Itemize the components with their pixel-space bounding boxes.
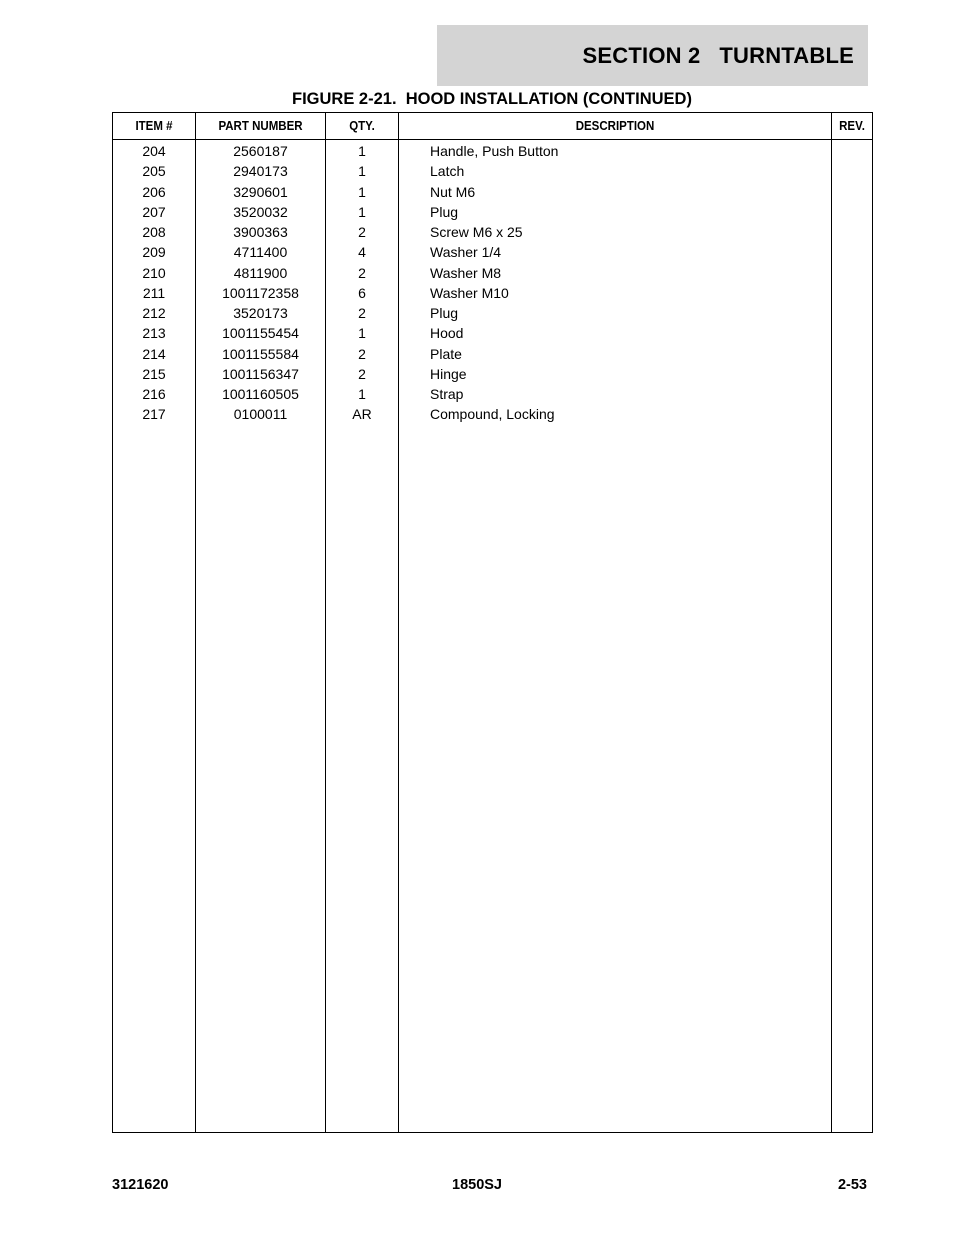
table-row <box>113 384 872 404</box>
description-cell: Nut M6 <box>430 183 476 200</box>
description-cell: Washer 1/4 <box>430 244 502 261</box>
item-cell: 206 <box>142 183 166 200</box>
table-row <box>113 364 872 384</box>
header-divider <box>113 139 872 140</box>
header-rev: REV. <box>839 119 865 133</box>
item-cell: 216 <box>142 386 166 402</box>
qty-cell: 1 <box>358 163 366 180</box>
item-cell: 214 <box>142 345 166 362</box>
qty-cell: 1 <box>358 386 366 402</box>
part-number-cell: 1001156347 <box>222 365 299 382</box>
description-cell: Plug <box>430 203 459 220</box>
part-number-cell: 2560187 <box>233 143 288 159</box>
description-cell: Washer M8 <box>430 264 502 281</box>
part-number-cell: 1001172358 <box>222 284 299 301</box>
table-body <box>113 141 872 425</box>
item-cell: 208 <box>142 224 166 240</box>
item-cell: 215 <box>142 365 166 382</box>
part-number-cell: 4811900 <box>233 264 288 281</box>
description-cell: Plate <box>430 345 462 362</box>
part-number-cell: 4711400 <box>233 244 288 261</box>
item-cell: 212 <box>142 305 166 321</box>
qty-cell: AR <box>352 406 372 423</box>
part-number-cell: 2940173 <box>233 163 288 180</box>
item-cell: 211 <box>142 284 166 301</box>
table-row <box>113 141 872 161</box>
description-cell: Handle, Push Button <box>430 143 559 159</box>
qty-cell: 4 <box>358 244 366 261</box>
table-row <box>113 263 872 283</box>
part-number-cell: 3900363 <box>233 224 288 240</box>
description-cell: Latch <box>430 163 465 180</box>
item-cell: 210 <box>142 264 166 281</box>
section-title: SECTION 2 TURNTABLE <box>582 42 854 68</box>
item-cell: 207 <box>142 203 166 220</box>
qty-cell: 1 <box>358 183 366 200</box>
description-cell: Compound, Locking <box>430 406 555 423</box>
table-row <box>113 222 872 242</box>
parts-table <box>112 112 873 1133</box>
qty-cell: 2 <box>358 224 366 240</box>
description-cell: Hood <box>430 325 464 342</box>
description-cell: Strap <box>430 386 464 402</box>
table-row <box>113 303 872 323</box>
description-cell: Plug <box>430 305 459 321</box>
table-row <box>113 182 872 202</box>
qty-cell: 1 <box>358 143 366 159</box>
qty-cell: 2 <box>358 345 366 362</box>
description-cell: Screw M6 x 25 <box>430 224 523 240</box>
item-cell: 205 <box>142 163 166 180</box>
part-number-cell: 3290601 <box>233 183 288 200</box>
header-description: DESCRIPTION <box>575 119 655 133</box>
table-row <box>113 344 872 364</box>
header-qty: QTY. <box>349 119 375 133</box>
qty-cell: 1 <box>358 203 366 220</box>
table-row <box>113 323 872 343</box>
part-number-cell: 1001160505 <box>222 386 299 402</box>
qty-cell: 2 <box>358 264 366 281</box>
header-part-number: PART NUMBER <box>218 119 303 133</box>
table-row <box>113 404 872 424</box>
description-cell: Hinge <box>430 365 467 382</box>
part-number-cell: 3520032 <box>233 203 288 220</box>
part-number-cell: 1001155584 <box>222 345 299 362</box>
item-cell: 217 <box>142 406 166 423</box>
table-row <box>113 202 872 222</box>
footer-doc-number: 3121620 <box>112 1177 169 1193</box>
footer-model: 1850SJ <box>452 1177 502 1193</box>
item-cell: 204 <box>142 143 166 159</box>
table-row <box>113 161 872 181</box>
item-cell: 209 <box>142 244 166 261</box>
header-item: ITEM # <box>135 119 173 133</box>
part-number-cell: 1001155454 <box>222 325 299 342</box>
item-cell: 213 <box>142 325 166 342</box>
part-number-cell: 0100011 <box>233 406 288 423</box>
qty-cell: 2 <box>358 305 366 321</box>
qty-cell: 1 <box>358 325 366 342</box>
table-row <box>113 283 872 303</box>
description-cell: Washer M10 <box>430 284 509 301</box>
table-row <box>113 242 872 262</box>
qty-cell: 2 <box>358 365 366 382</box>
section-banner <box>437 25 868 86</box>
part-number-cell: 3520173 <box>233 305 288 321</box>
footer-page-number: 2-53 <box>837 1177 867 1193</box>
qty-cell: 6 <box>358 284 366 301</box>
figure-title: FIGURE 2-21. HOOD INSTALLATION (CONTINUED) <box>292 90 692 108</box>
